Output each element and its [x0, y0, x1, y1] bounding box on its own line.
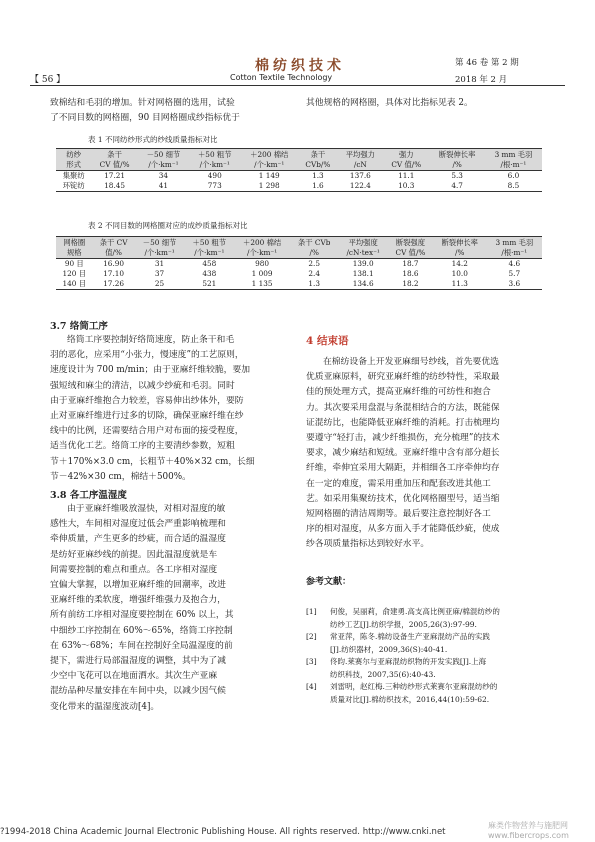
td: 139.0	[352, 259, 374, 268]
ref-number: [2]	[306, 632, 317, 641]
text-line: 络筒工序要控制好络筒速度，防止条干和毛	[67, 335, 235, 345]
watermark: 麻类作物营养与施肥网 www.fibercrops.com	[488, 821, 569, 840]
td: 5.3	[451, 171, 463, 180]
th: /cN·tex⁻¹	[338, 248, 388, 259]
text-line: 在一定的难度，需采用重加压和配套改进其他工	[306, 478, 491, 489]
td: 17.21	[104, 171, 126, 180]
td: 11.3	[433, 279, 487, 290]
td: 3.6	[487, 279, 542, 290]
ref-line: 质量对比[J].棉纺织技术，2016,44(10):59-62.	[330, 694, 490, 704]
th: ＋200 棉结	[234, 237, 290, 249]
td: 1 298	[240, 181, 298, 192]
copyright-footer: ?1994-2018 China Academic Journal Electronic Publishing House. All rights reserved. http://www.cnki.net	[0, 827, 446, 837]
text-line: 由于亚麻纤维吸放湿快，对相对湿度的敏	[67, 504, 226, 514]
th: /%	[290, 248, 338, 259]
table1-caption: 表 1 不同纺纱形式的纱线质量指标对比	[88, 135, 218, 144]
text-line: 要求，减少麻结和短绒。亚麻纤维中含有部分超长	[306, 448, 500, 459]
th: 条干	[298, 149, 338, 161]
reference-item	[306, 631, 546, 656]
th: /cN	[338, 160, 383, 171]
text-line: 间需要控制的难点和重点。各工序相对湿度	[50, 564, 218, 575]
reference-item	[306, 681, 546, 706]
left-intro	[50, 96, 290, 126]
td: 5.7	[508, 269, 521, 278]
td: 18.2	[388, 279, 433, 290]
th: /根·m⁻¹	[487, 248, 542, 259]
td: 137.6	[349, 171, 371, 180]
th: 形式	[56, 160, 91, 171]
td: 31	[154, 259, 165, 268]
td: 458	[202, 259, 217, 268]
td: 120 目	[62, 269, 87, 278]
th: 规格	[56, 248, 93, 259]
text-line: 在 63%～68%；车间在控制好全局温湿度的前	[50, 640, 233, 651]
td: 1 149	[258, 171, 280, 180]
ref-line: 常亚萍，陈冬.棉纺设备生产亚麻混纺产品的实践	[330, 632, 490, 641]
table1	[56, 148, 542, 192]
td: 10.3	[383, 181, 429, 192]
table-row	[56, 269, 542, 279]
td: 438	[202, 269, 217, 278]
th: /个·km⁻¹	[240, 160, 298, 171]
td: 980	[255, 259, 270, 268]
text-line: 宜偏大掌握，以增加亚麻纤维的回潮率，改进	[50, 580, 226, 591]
th: －50 细节	[138, 149, 189, 161]
td: 4.7	[429, 181, 484, 192]
text-line: 混纺品种尽量安排在车间中央，以减少因气候	[50, 686, 226, 697]
text-line: 线中的比例，还需要结合用户对布面的接受程度，	[50, 426, 244, 437]
th: 强力	[383, 149, 429, 161]
section-3-8-title: 3.8 各工序温湿度	[50, 490, 127, 501]
td: 490	[207, 171, 222, 180]
td: 2.5	[308, 259, 321, 268]
td: 2.4	[308, 269, 321, 278]
text-line: 适当优化工艺。络筒工序的主要清纱参数，短粗	[50, 441, 235, 452]
td: 18.45	[91, 181, 137, 192]
th: 平均强度	[338, 237, 388, 249]
text-line: 是纺好亚麻纱线的前提。因此温湿度就是车	[50, 549, 218, 560]
journal-title-en: Cotton Textile Technology	[230, 73, 333, 82]
td: 25	[135, 279, 185, 290]
header-rule	[30, 85, 565, 86]
td: 773	[189, 181, 240, 192]
references-title: 参考文献：	[306, 577, 352, 587]
text-line: 亚麻纤维的柔软度，增强纤维强力及抱合力，	[50, 595, 226, 606]
th: ＋50 粗节	[189, 149, 240, 161]
td: 集聚纺	[62, 171, 85, 180]
right-intro: 其他规格的网格圈，具体对比指标见表 2。	[306, 98, 473, 108]
text-line: 牵伸质量，产生更多的纱疵，而合适的温湿度	[50, 534, 226, 545]
th: 3 mm 毛羽	[485, 149, 542, 161]
td: 8.5	[485, 181, 542, 192]
th: /个·km⁻¹	[234, 248, 290, 259]
ref-text	[330, 656, 486, 681]
td: 17.26	[93, 279, 135, 290]
table-row	[56, 259, 542, 270]
text-line: 要遵守“轻打击，减少纤维损伤，充分梳理”的技术	[306, 433, 500, 444]
td: 18.6	[402, 269, 419, 278]
text-line: 了不同目数的网格圈，90 目网格圈成纱指标优于	[50, 113, 240, 124]
td: 17.10	[103, 269, 125, 278]
page-number: 【 56 】	[30, 75, 66, 85]
td: 4.6	[508, 259, 521, 268]
ref-line: 佟昀.莱赛尔与亚麻混纺织物的开发实践[J].上海	[330, 657, 487, 666]
th: ＋50 粗节	[184, 237, 234, 249]
th: CV 值/%	[383, 160, 429, 171]
th: /%	[433, 248, 487, 259]
section-3-7-body	[50, 333, 290, 485]
text-line: 短网格圈的清洁周期等。最后要注意控制好各工	[306, 509, 491, 520]
text-line: 速度设计为 700 m/min；由于亚麻纤维较脆，要加	[50, 365, 251, 376]
text-line: 致棉结和毛羽的增加。针对网格圈的选用，试验	[50, 98, 235, 108]
td: 环锭纺	[56, 181, 91, 192]
references-list	[306, 606, 546, 706]
th: 条干	[91, 149, 137, 161]
td: 140 目	[56, 279, 93, 290]
section-3-7-title: 3.7 络筒工序	[50, 321, 108, 332]
td: 11.1	[398, 171, 415, 180]
td: 1.3	[312, 171, 324, 180]
th: 3 mm 毛羽	[487, 237, 542, 249]
reference-item	[306, 656, 546, 681]
td: 1 009	[251, 269, 273, 278]
th: 纺纱	[56, 149, 91, 161]
th: /个·km⁻¹	[189, 160, 240, 171]
th: 断裂强度	[388, 237, 433, 249]
table2-caption: 表 2 不同目数的网格圈对应的成纱质量指标对比	[88, 221, 248, 230]
text-line: 证混纺比，也能降低亚麻纤维的消耗。打击梳理均	[306, 417, 500, 428]
ref-number: [1]	[306, 607, 317, 616]
text-line: 纱各项质量指标达到较好水平。	[306, 539, 430, 550]
text-line: 强短绒和麻尘的清洁，以减少纱疵和毛羽。同时	[50, 380, 235, 391]
td: 16.90	[103, 259, 125, 268]
td: 10.0	[451, 269, 468, 278]
td: 1 135	[234, 279, 290, 290]
td: 1.6	[298, 181, 338, 192]
ref-line: [J].纺织器材，2009,36(S):40-41.	[330, 644, 448, 654]
ref-line: 纺织科技，2007,35(6):40-43.	[330, 669, 436, 679]
text-line: 中细纱工序控制在 60%～65%，络筒工序控制	[50, 625, 233, 636]
td: 34	[158, 171, 169, 180]
td: 37	[154, 269, 165, 278]
table-row	[56, 171, 542, 182]
text-line: 由于亚麻纤维抱合力较差，容易伸出纱体外，要防	[50, 395, 244, 406]
text-line: 提下，需进行局部温湿度的调整，其中为了减	[50, 656, 226, 667]
issue-date: 2018 年 2 月	[455, 75, 508, 85]
td: 6.0	[507, 171, 520, 180]
reference-item	[306, 606, 546, 631]
th: /%	[429, 160, 484, 171]
text-line: 艺。如采用集聚纺技术，优化网格圈型号，适当缩	[306, 493, 500, 504]
ref-line: 何俊，吴丽莉，俞建勇.高支高比例亚麻/棉混纺纱的	[330, 607, 500, 616]
th: 断裂伸长率	[429, 149, 484, 161]
ref-line: 纺纱工艺[J].纺织学报，2005,26(3):97-99.	[330, 619, 477, 629]
th: CVb/%	[298, 160, 338, 171]
section-4-body	[306, 355, 546, 553]
section-3-8-body	[50, 502, 290, 715]
th: 条干 CV	[93, 237, 135, 249]
text-line: 少空中飞花可以在地面洒水。其次生产亚麻	[50, 671, 218, 682]
th: /个·km⁻¹	[184, 248, 234, 259]
th: 网格圈	[56, 237, 93, 249]
th: 平均强力	[338, 149, 383, 161]
th: CV 值/%	[388, 248, 433, 259]
td: 138.1	[352, 269, 374, 278]
th: /个·km⁻¹	[138, 160, 189, 171]
td: 1.3	[290, 279, 338, 290]
ref-text	[330, 631, 490, 656]
td: 41	[138, 181, 189, 192]
text-line: 纤维，牵伸宜采用大隔距，并相细各工序牵伸均存	[306, 463, 500, 474]
table2	[56, 236, 542, 290]
volume-issue: 第 46 卷 第 2 期	[455, 58, 519, 68]
text-line: 所有前纺工序相对湿度要控制在 60% 以上，其	[50, 610, 234, 621]
text-line: 力。其次要采用盘混与条混相结合的方法，既能保	[306, 402, 500, 413]
text-line: 止对亚麻纤维进行过多的切除，确保亚麻纤维在纱	[50, 411, 244, 422]
text-line: 节－42%×30 cm，棉结＋500%。	[50, 471, 191, 482]
journal-title-cn: 棉纺织技术	[255, 58, 345, 74]
ref-number: [4]	[306, 682, 317, 691]
th: ＋200 棉结	[240, 149, 298, 161]
text-line: 佳的预处理方式，提高亚麻纤维的可纺性和抱合	[306, 387, 491, 398]
text-line: 节＋170%×3.0 cm，长粗节＋40%×32 cm，长细	[50, 456, 255, 467]
ref-text	[330, 606, 500, 631]
th: /根·m⁻¹	[485, 160, 542, 171]
th: /个·km⁻¹	[135, 248, 185, 259]
text-line: 变化带来的温湿度波动[4]。	[50, 701, 160, 712]
td: 14.2	[451, 259, 468, 268]
th: 条干 CVb	[290, 237, 338, 249]
table-row	[56, 279, 542, 290]
td: 521	[184, 279, 234, 290]
text-line: 序的相对湿度，从多方面入手才能降低纱疵，使成	[306, 524, 500, 535]
text-line: 羽的恶化，应采用“小张力，慢速度”的工艺原则，	[50, 350, 244, 361]
section-4-title: 4 结束语	[306, 335, 349, 347]
ref-text	[330, 681, 497, 706]
th: 断裂伸长率	[433, 237, 487, 249]
td: 122.4	[338, 181, 383, 192]
ref-number: [3]	[306, 657, 317, 666]
text-line: 优质亚麻原料，研究亚麻纤维的纺纱特性，采取最	[306, 372, 500, 383]
table-row	[56, 181, 542, 192]
text-line: 在棉纺设备上开发亚麻细号纱线，首先要优选	[323, 357, 499, 367]
td: 18.7	[402, 259, 419, 268]
th: CV 值/%	[91, 160, 137, 171]
ref-line: 刘雷明，赵红梅.三种纺纱形式莱赛尔亚麻混纺纱的	[330, 682, 498, 691]
th: 值/%	[93, 248, 135, 259]
th: －50 细节	[135, 237, 185, 249]
text-line: 感性大，车间相对湿度过低会严重影响梳理和	[50, 519, 226, 530]
td: 134.6	[338, 279, 388, 290]
td: 90 目	[64, 259, 84, 268]
